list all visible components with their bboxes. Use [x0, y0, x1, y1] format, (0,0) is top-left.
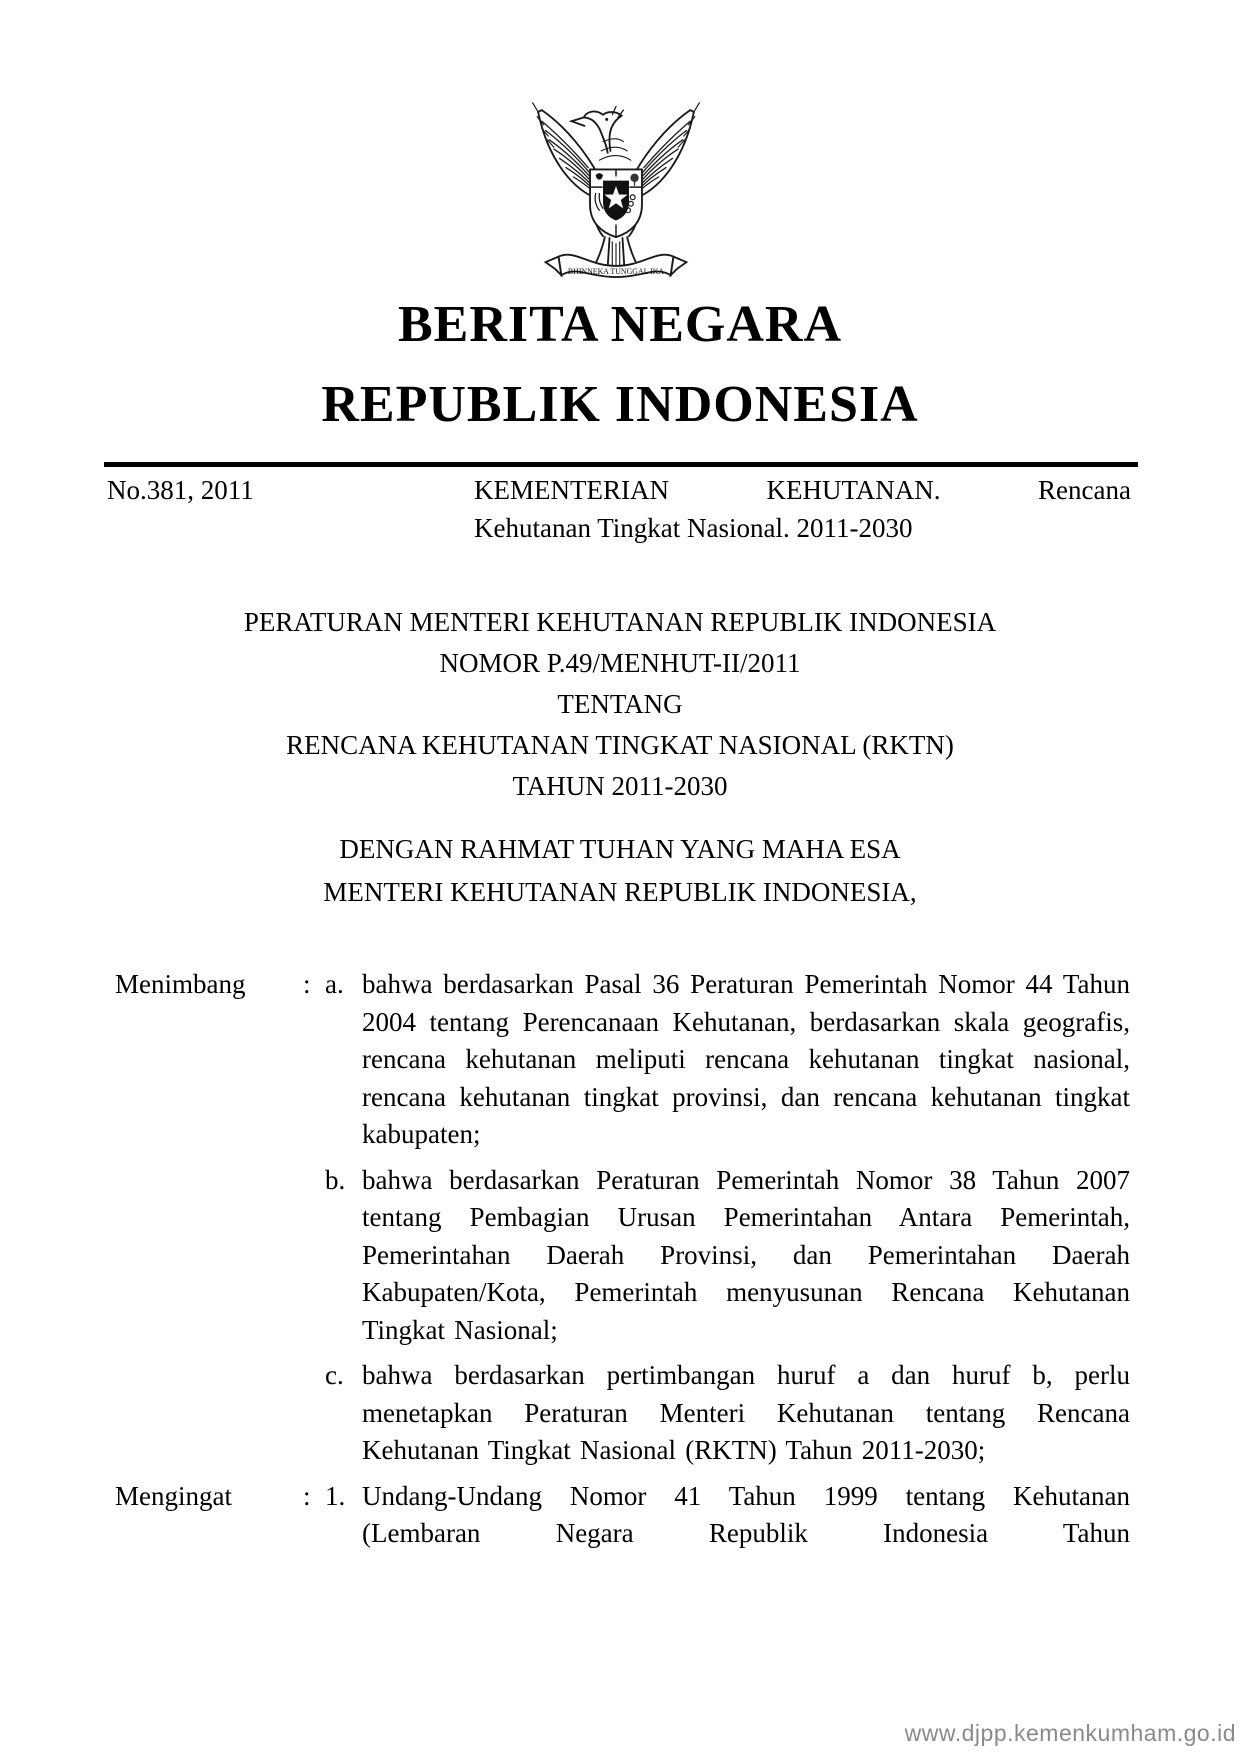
- considerations-section: [115, 966, 1130, 1470]
- regulation-title-line: NOMOR P.49/MENHUT-II/2011: [439, 648, 801, 678]
- gazette-number: No.381, 2011: [107, 475, 254, 505]
- item-marker: c.: [325, 1360, 344, 1390]
- item-text: bahwa berdasarkan Pasal 36 Peraturan Pemerintah Nomor 44 Tahun 2004 tentang Perencanaan Kehutanan, berdasarkan skala geografis, rencana kehutanan meliputi rencana kehutanan tingkat nasional, rencana kehutanan tingkat provinsi, dan rencana kehutanan tingkat kabupaten;: [362, 969, 1130, 1149]
- regulation-title-line: RENCANA KEHUTANAN TINGKAT NASIONAL (RKTN): [286, 730, 954, 760]
- regulation-title-line: TAHUN 2011-2030: [512, 771, 728, 801]
- regulation-title-line: TENTANG: [557, 689, 683, 719]
- gazette-subject: [474, 471, 1131, 547]
- preamble-invocation: DENGAN RAHMAT TUHAN YANG MAHA ESA: [339, 834, 901, 864]
- legal-basis-item: [115, 1478, 1130, 1553]
- footer-website: www.djpp.kemenkumham.go.id: [904, 1720, 1236, 1746]
- banyan-tree-icon: [630, 174, 638, 182]
- regulation-title: [0, 602, 1240, 807]
- item-marker: b.: [325, 1164, 346, 1195]
- consideration-item: [115, 966, 1130, 1154]
- section-label: Menimbang: [115, 969, 246, 999]
- regulation-title-line: PERATURAN MENTERI KEHUTANAN REPUBLIK INDONESIA: [243, 607, 997, 637]
- masthead-divider: [104, 462, 1138, 467]
- consideration-item: [115, 1357, 1130, 1470]
- section-colon: :: [303, 1480, 311, 1511]
- masthead-line1: BERITA NEGARA: [397, 296, 842, 353]
- document-body: [115, 966, 1130, 1553]
- masthead-title: [0, 285, 1240, 445]
- garuda-pancasila-emblem: [514, 84, 718, 292]
- preamble: [0, 828, 1240, 914]
- gazette-subject-line2: Kehutanan Tingkat Nasional. 2011-2030: [474, 513, 913, 543]
- legal-basis-section: [115, 1478, 1130, 1553]
- item-text: Undang-Undang Nomor 41 Tahun 1999 tentang Kehutanan (Lembaran Negara Republik Indonesia Tahun: [362, 1480, 1130, 1548]
- item-text: bahwa berdasarkan pertimbangan huruf a dan huruf b, perlu menetapkan Peraturan Menteri Kehutanan tentang Rencana Kehutanan Tingkat Nasional (RKTN) Tahun 2011-2030;: [362, 1360, 1130, 1465]
- preamble-authority: MENTERI KEHUTANAN REPUBLIK INDONESIA,: [323, 877, 917, 907]
- section-colon: :: [303, 969, 311, 999]
- item-text: bahwa berdasarkan Peraturan Pemerintah Nomor 38 Tahun 2007 tentang Pembagian Urusan Pemerintahan Antara Pemerintah, Pemerintahan Daerah Provinsi, dan Pemerintahan Daerah Kabupaten/Kota, Pemerintah menyusunan Rencana Kehutanan Tingkat Nasional;: [362, 1164, 1130, 1345]
- masthead-line2: REPUBLIK INDONESIA: [321, 376, 919, 433]
- section-label: Mengingat: [115, 1480, 232, 1511]
- consideration-item: [115, 1162, 1130, 1350]
- gazette-subject-line1: KEMENTERIAN KEHUTANAN. Rencana: [474, 475, 1131, 505]
- item-marker: 1.: [325, 1480, 346, 1511]
- pancasila-shield: [590, 169, 642, 237]
- item-marker: a.: [325, 969, 344, 999]
- motto-text: BHINNEKA TUNGGAL IKA: [567, 267, 665, 277]
